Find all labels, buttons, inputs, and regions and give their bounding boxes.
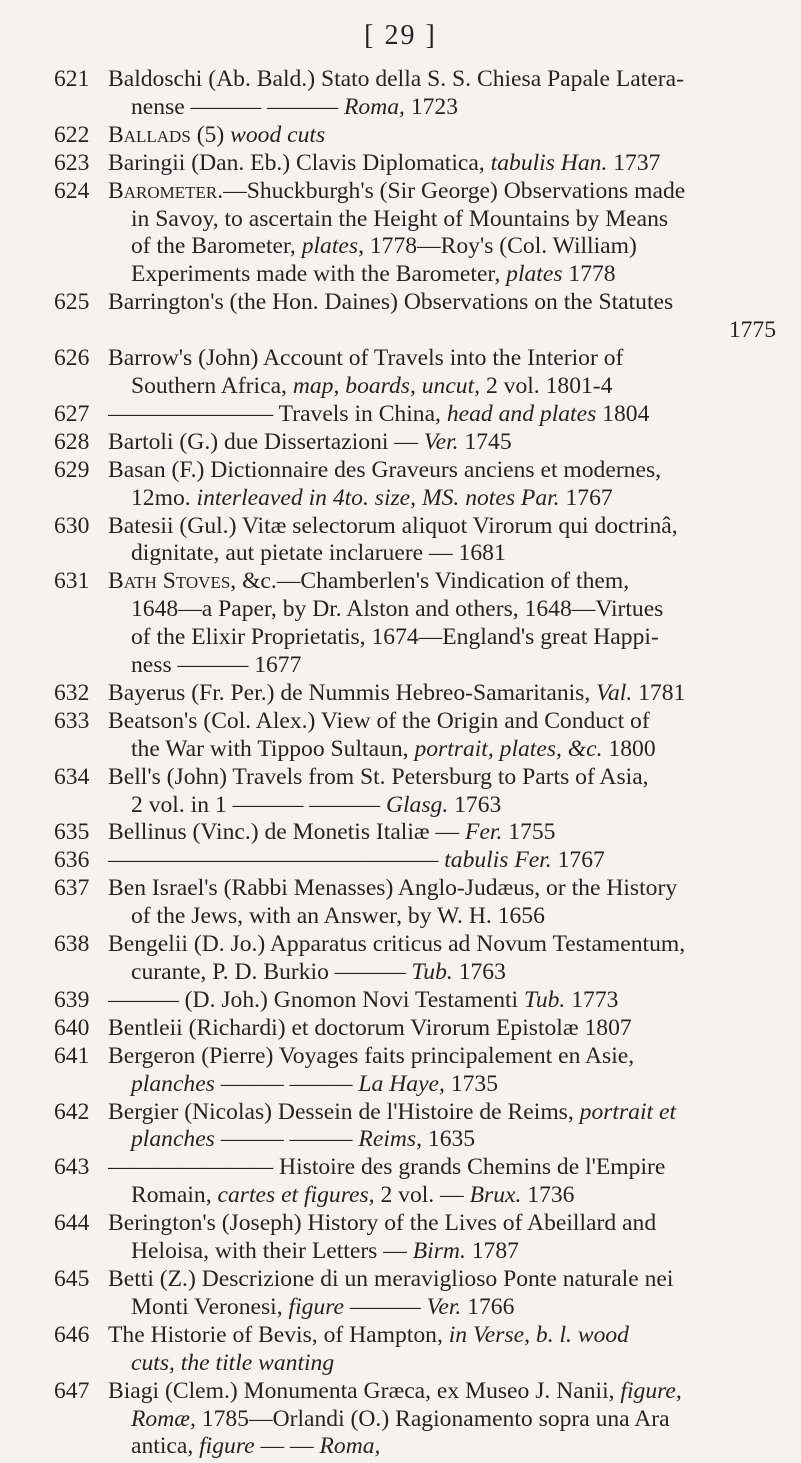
entry-line: Baldoschi (Ab. Bald.) Stato della S. S. Chiesa Papale Latera- [108,66,684,92]
catalogue-entry [54,429,776,457]
catalogue-entry [54,1378,776,1462]
italic-text: Glasg. [385,791,449,818]
entry-line: Bellinus (Vinc.) de Monetis Italiæ — Fer. 1755 [108,819,556,846]
entry-number: 627 [54,400,90,427]
entry-line: Beatson's (Col. Alex.) View of the Origin and Conduct of [108,707,650,734]
italic-text: map, boards, uncut, [292,372,481,399]
entry-number: 623 [54,149,90,176]
entry-line: dignitate, aut pietate inclaruere — 1681 [131,540,506,567]
catalogue-entry [54,345,776,401]
entry-line: Monti Veronesi, figure ——— Ver. 1766 [131,1293,515,1320]
entry-line: Betti (Z.) Descrizione di un meraviglioso Ponte naturale nei [108,1265,674,1292]
italic-text: Roma, [319,1433,381,1460]
italic-text: plates [301,233,359,260]
entry-line: Batesii (Gul.) Vitæ selectorum aliquot Virorum qui doctrinâ, [108,512,678,539]
catalogue-entry [54,819,776,847]
italic-text: cartes et figures, [217,1182,375,1209]
catalogue-entry [54,1043,776,1099]
catalogue-entry [54,66,776,122]
catalogue-entry [54,875,776,931]
subject-heading: Bath Stoves [108,568,231,595]
entry-line: of the Barometer, plates, 1778—Roy's (Col. William) [131,233,637,260]
entry-number: 635 [54,819,90,846]
catalogue-entry [54,568,776,680]
italic-text: Ver. [423,428,459,455]
entry-line: 12mo. interleaved in 4to. size, MS. notes Par. 1767 [131,484,613,511]
italic-text: interleaved in 4to. size, MS. notes Par. [196,484,560,511]
entry-line: planches ——— ——— La Haye, 1735 [131,1070,499,1097]
entry-number: 626 [54,345,90,372]
catalogue-entry [54,1154,776,1210]
entry-line: The Historie of Bevis, of Hampton, in Verse, b. l. wood [108,1321,629,1348]
entry-number: 643 [54,1154,90,1181]
catalogue-entry [54,289,776,345]
italic-text: in Verse, b. l. wood [448,1321,629,1348]
italic-text: Birm. [412,1238,466,1265]
italic-text: Tub. [411,959,453,985]
entry-number: 631 [54,568,90,595]
italic-text: plates [506,261,563,288]
italic-text: Fer. [465,819,503,846]
entry-line: the War with Tippoo Sultaun, portrait, plates, &c. 1800 [131,735,656,762]
italic-text: figure [199,1433,255,1460]
italic-text: Roma, [343,93,405,120]
entry-line: 2 vol. in 1 ——— ——— Glasg. 1763 [131,791,502,818]
entry-number: 645 [54,1265,90,1292]
entry-number: 646 [54,1321,90,1348]
catalogue-entry [54,847,776,875]
catalogue-entry [54,1210,776,1266]
entry-line: curante, P. D. Burkio ——— Tub. 1763 [131,959,506,985]
entry-number: 625 [54,289,90,316]
italic-text: head and plates [446,400,597,427]
italic-text: Val. [596,679,633,706]
subject-heading: Ballads [108,121,191,148]
entry-line: Ben Israel's (Rabbi Menasses) Anglo-Judæus, or the History [108,875,678,902]
italic-text: portrait, plates, &c. [414,735,603,762]
entry-line: antica, figure — — Roma, [131,1433,381,1460]
italic-text: Ver. [426,1293,462,1320]
catalogue-entry [54,513,776,569]
entry-line: Bergier (Nicolas) Dessein de l'Histoire de Reims, portrait et [108,1098,677,1125]
page-number: [ 29 ] [364,20,437,51]
entry-number: 641 [54,1042,90,1069]
catalogue-entry [54,680,776,708]
entry-line: 1775 [728,317,776,344]
catalogue-entry [54,150,776,178]
entry-line: ——————— Travels in China, head and plates 1804 [108,400,650,427]
entry-number: 632 [54,679,90,706]
entry-line: Basan (F.) Dictionnaire des Graveurs anciens et modernes, [108,456,662,483]
entry-number: 642 [54,1098,90,1125]
entry-line: —————————————— tabulis Fer. 1767 [108,847,605,874]
italic-text: tabulis Fer. [444,847,552,874]
catalogue-entry [54,122,776,150]
catalogue-entry [54,764,776,820]
catalogue-entry [54,401,776,429]
entry-line: Biagi (Clem.) Monumenta Græca, ex Museo J. Nanii, figure, [108,1377,682,1404]
entry-line: Bentleii (Richardi) et doctorum Virorum Epistolæ 1807 [108,1014,632,1041]
catalogue-entries [54,66,776,1461]
entry-number: 639 [54,986,90,1013]
entry-line: ——— (D. Joh.) Gnomon Novi Testamenti Tub. 1773 [108,986,619,1013]
entry-number: 624 [54,177,90,204]
entry-line: Barrington's (the Hon. Daines) Observations on the Statutes [108,289,674,316]
catalogue-entry [54,1322,776,1378]
entry-line: Bayerus (Fr. Per.) de Nummis Hebreo-Samaritanis, Val. 1781 [108,679,686,706]
entry-line: Bengelii (D. Jo.) Apparatus criticus ad Novum Testamentum, [108,931,686,958]
catalogue-entry [54,457,776,513]
entry-number: 629 [54,456,90,483]
italic-text: planches ——— ——— Reims, [131,1126,422,1153]
catalogue-entry [54,708,776,764]
entry-line: ——————— Histoire des grands Chemins de l'Empire [108,1154,666,1181]
entry-line: nense ——— ——— Roma, 1723 [131,93,459,120]
entry-line: Experiments made with the Barometer, plates 1778 [131,261,616,288]
entry-line: Heloisa, with their Letters — Birm. 1787 [131,1238,519,1265]
entry-number: 647 [54,1377,90,1404]
entry-number: 638 [54,931,90,958]
catalogue-entry [54,1015,776,1043]
entry-line: of the Elixir Proprietatis, 1674—England's great Happi- [131,624,659,651]
entry-number: 636 [54,847,90,874]
catalogue-entry [54,931,776,987]
entry-number: 634 [54,763,90,790]
italic-text: Romæ, [131,1405,196,1432]
italic-text: Brux. [469,1182,522,1209]
entry-number: 630 [54,512,90,539]
italic-text: wood cuts [230,121,326,148]
entry-number: 628 [54,428,90,455]
entry-line: Romæ, 1785—Orlandi (O.) Ragionamento sopra una Ara [131,1405,670,1432]
catalogue-entry [54,1099,776,1155]
entry-line: in Savoy, to ascertain the Height of Mountains by Means [131,205,669,232]
catalogue-entry [54,1266,776,1322]
entry-number: 633 [54,707,90,734]
italic-text: figure [288,1293,344,1320]
catalogue-entry [54,987,776,1015]
entry-line: Baringii (Dan. Eb.) Clavis Diplomatica, tabulis Han. 1737 [108,149,661,176]
entry-line: Bartoli (G.) due Dissertazioni — Ver. 1745 [108,428,512,455]
entry-line: Ballads (5) wood cuts [108,121,326,148]
italic-text: figure, [620,1377,682,1404]
entry-line: Barrow's (John) Account of Travels into the Interior of [108,345,624,372]
entry-line: Bergeron (Pierre) Voyages faits principalement en Asie, [108,1042,635,1069]
entry-line: Southern Africa, map, boards, uncut, 2 vol. 1801-4 [131,372,613,399]
catalogue-entry [54,178,776,290]
entry-number: 644 [54,1210,90,1237]
italic-text: cuts, the title wanting [131,1349,335,1376]
entry-line: Bell's (John) Travels from St. Petersburg to Parts of Asia, [108,763,649,790]
entry-line: ness ——— 1677 [131,652,302,679]
entry-line: Bath Stoves, &c.—Chamberlen's Vindication of them, [108,568,630,595]
italic-text: tabulis Han. [490,149,608,176]
entry-line [108,1350,776,1378]
entry-line: Romain, cartes et figures, 2 vol. — Brux. 1736 [131,1182,575,1209]
italic-text: Tub. [524,986,566,1013]
subject-heading: Barometer [108,177,218,204]
entry-line: Berington's (Joseph) History of the Lives of Abeillard and [108,1210,657,1237]
entry-number: 621 [54,66,90,92]
entry-number: 622 [54,121,90,148]
italic-text: portrait et [579,1098,677,1125]
entry-line: planches ——— ——— Reims, 1635 [131,1126,476,1153]
entry-line: Barometer.—Shuckburgh's (Sir George) Observations made [108,177,686,204]
entry-line: of the Jews, with an Answer, by W. H. 1656 [131,903,545,930]
entry-number: 640 [54,1014,90,1041]
entry-line: 1648—a Paper, by Dr. Alston and others, 1648—Virtues [131,596,664,623]
italic-text: planches ——— ——— La Haye, [131,1070,445,1097]
entry-number: 637 [54,875,90,902]
